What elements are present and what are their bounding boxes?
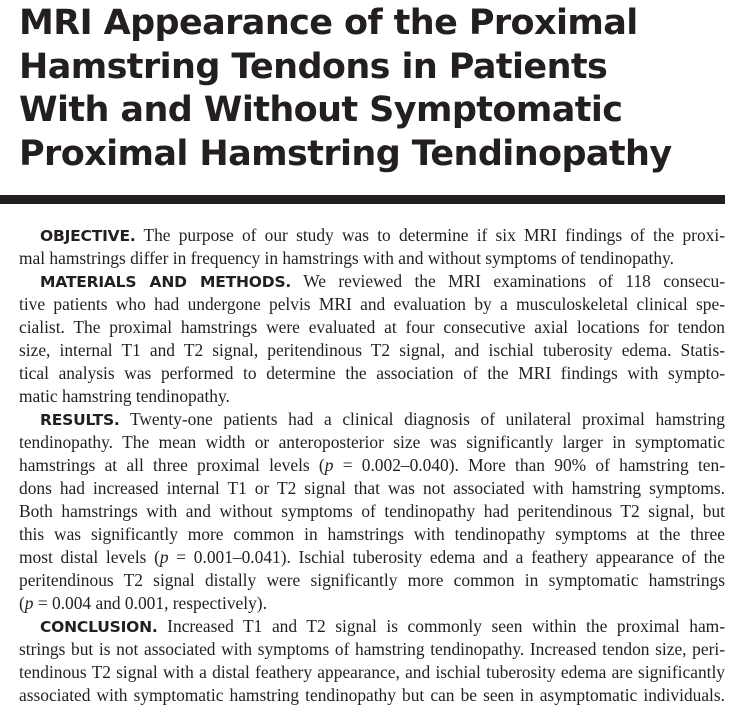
title-line: With and Without Symptomatic — [19, 90, 623, 130]
abstract — [19, 224, 725, 707]
section-heading-results: RESULTS. — [40, 411, 120, 429]
section-text: We reviewed the MRI examinations of 118 consecu- — [291, 271, 725, 291]
article-title — [19, 2, 729, 176]
abstract-line — [19, 408, 725, 431]
title-line: Proximal Hamstring Tendinopathy — [19, 133, 672, 174]
abstract-line: tive patients who had undergone pelvis MRI and evaluation by a musculoskeletal clinical spe- — [19, 294, 725, 314]
abstract-line: matic hamstring tendinopathy. — [19, 386, 230, 406]
abstract-line: most distal levels (p = 0.001–0.041). Ischial tuberosity edema and a feathery appearance of the — [19, 547, 725, 567]
section-heading-objective: OBJECTIVE. — [40, 227, 136, 245]
abstract-line: associated with symptomatic hamstring tendinopathy but can be seen in asymptomatic individuals. — [19, 685, 725, 705]
title-line: Hamstring Tendons in Patients — [19, 46, 608, 87]
title-divider-rule — [0, 195, 725, 204]
section-heading-materials-methods: MATERIALS AND METHODS. — [40, 273, 292, 291]
abstract-line: (p = 0.004 and 0.001, respectively). — [19, 593, 267, 613]
section-text: The purpose of our study was to determine if six MRI findings of the proxi- — [135, 225, 725, 245]
abstract-section-objective — [19, 224, 725, 270]
abstract-line: dons had increased internal T1 or T2 signal that was not associated with hamstring symptoms. — [19, 478, 725, 498]
abstract-line: cialist. The proximal hamstrings were evaluated at four consecutive axial locations for tendon — [19, 317, 725, 337]
section-text: Twenty-one patients had a clinical diagnosis of unilateral proximal hamstring — [119, 409, 725, 429]
abstract-section-results — [19, 408, 725, 615]
abstract-line: tendinopathy. The mean width or anteroposterior size was significantly larger in symptomatic — [19, 432, 725, 452]
abstract-line: hamstrings at all three proximal levels (p = 0.002–0.040). More than 90% of hamstring ten- — [19, 455, 725, 475]
abstract-line: this was significantly more common in hamstrings with tendinopathy symptoms at the three — [19, 524, 725, 544]
abstract-line: tendinous T2 signal with a distal feathery appearance, and ischial tuberosity edema are significantly — [19, 662, 725, 682]
abstract-line: Both hamstrings with and without symptoms of tendinopathy had peritendinous T2 signal, but — [19, 501, 725, 521]
title-line: MRI Appearance of the Proximal — [19, 3, 638, 43]
abstract-line: strings but is not associated with symptoms of hamstring tendinopathy. Increased tendon size, peri- — [19, 639, 725, 659]
section-heading-conclusion: CONCLUSION. — [40, 618, 158, 636]
abstract-line: peritendinous T2 signal distally were significantly more common in symptomatic hamstrings — [19, 570, 725, 590]
abstract-line: mal hamstrings differ in frequency in hamstrings with and without symptoms of tendinopathy. — [19, 248, 674, 268]
abstract-line — [19, 270, 725, 293]
abstract-section-conclusion — [19, 615, 725, 707]
section-text: Increased T1 and T2 signal is commonly seen within the proximal ham- — [157, 616, 725, 636]
abstract-line — [19, 224, 725, 247]
abstract-line: tical analysis was performed to determine the association of the MRI findings with sympto- — [19, 363, 725, 383]
abstract-line: size, internal T1 and T2 signal, peritendinous T2 signal, and ischial tuberosity edema. Statis- — [19, 340, 725, 360]
abstract-section-materials-methods — [19, 270, 725, 408]
abstract-line — [19, 615, 725, 638]
